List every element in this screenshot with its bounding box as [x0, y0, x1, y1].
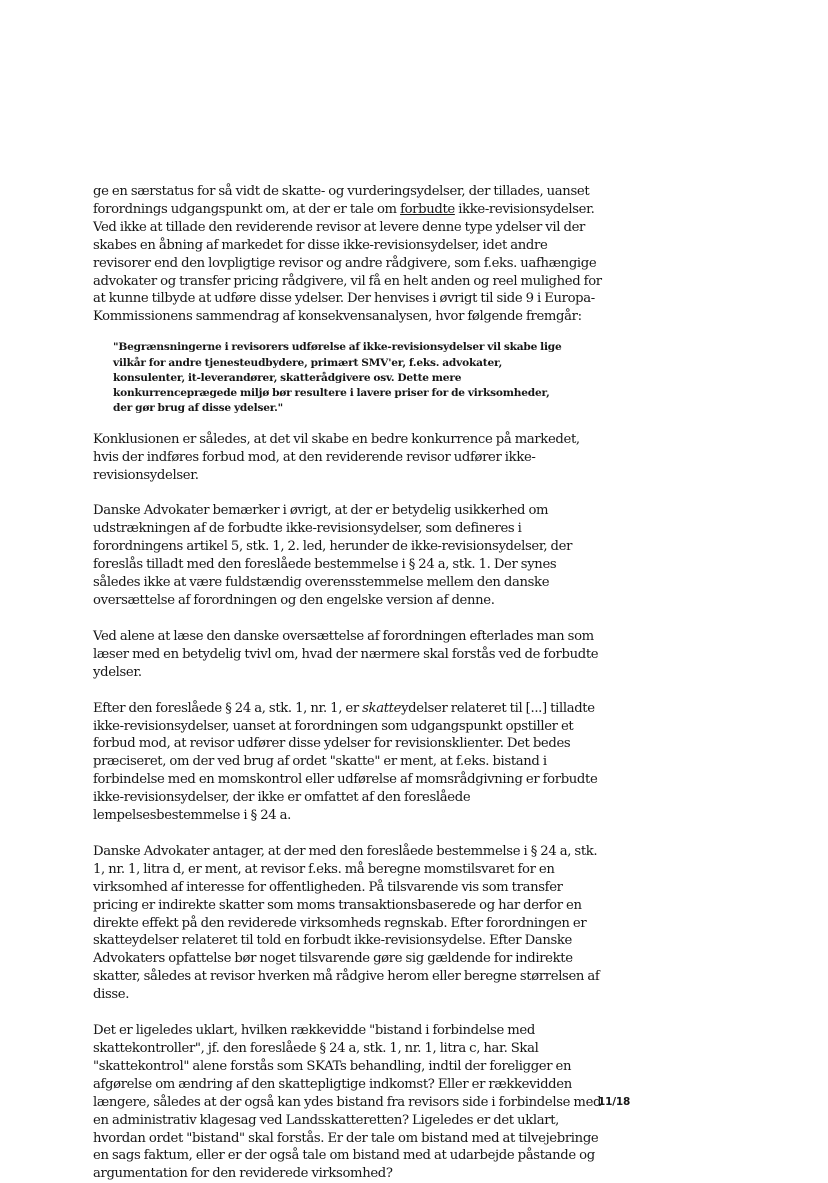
paragraph-1-text-b: ikke-revisionsydelser. Ved ikke at tillade den reviderende revisor at levere denne type ydelser vil der skabes en åbning af markedet for disse ikke-revisionsydelser, idet andre revisorer end den lovpligtige revisor og andre rådgivere, som f.eks. uafhængige advokater og transfer pricing rådgivere, vil få en helt anden og reel mulighed for at kunne tilbyde at udføre disse ydelser. Der henvises i øvrigt til side 9 i Europa-Kommissionens sammendrag af konsekvensanalysen, hvor følgende fremgår: — [93, 201, 602, 325]
paragraph-5-text-b: ydelser relateret til [...] tilladte ikke-revisionsydelser, uanset at forordningen som udgangspunkt opstiller et forbud mod, at revisor udfører disse ydelser for revisionsklienter. Det bedes præciseret, om der ved brug af ordet "skatte" er ment, at f.eks. bistand i forbindelse med en momskontrol eller udførelse af momsrådgivning er forbudte ikke-revisionsydelser, der ikke er omfattet af den foreslåede lempelsesbestemmelse i § 24 a. — [93, 700, 598, 824]
paragraph-6: Danske Advokater antager, at der med den foreslåede bestemmelse i § 24 a, stk. 1, nr. 1, litra d, er ment, at revisor f.eks. må beregne momstilsvaret for en virksomhed af interesse for offentligheden. På tilsvarende vis som transfer pricing er indirekte skatter som moms transaktionsbaserede og har derfor en direkte effekt på den reviderede virksomheds regnskab. Efter forordningen er skatteydelser relateret til told en forbudt ikke-revisionsydelse. Efter Danske Advokaters opfattelse bør noget tilsvarende gøre sig gældende for indirekte skatter, således at revisor hverken må rådgive herom eller beregne størrelsen af disse. — [93, 843, 600, 1003]
paragraph-1-text-a: ge en særstatus for så vidt de skatte- og vurderingsydelser, der tillades, uanset forordnings udgangspunkt om, at der er tale om — [93, 184, 590, 217]
paragraph-4: Ved alene at læse den danske oversættelse af forordningen efterlades man som læser med en betydelig tvivl om, hvad der nærmere skal forstås ved de forbudte ydelser. — [93, 628, 599, 680]
document-body — [93, 183, 605, 1183]
paragraph-5 — [93, 700, 605, 825]
paragraph-3: Danske Advokater bemærker i øvrigt, at der er betydelig usikkerhed om udstrækningen af de forbudte ikke-revisionsydelser, som defineres i forordningens artikel 5, stk. 1, 2. led, herunder de ikke-revisionsydelser, der foreslås tilladt med den foreslåede bestemmelse i § 24 a, stk. 1. Der synes således ikke at være fuldstændig overensstemmelse mellem den danske oversættelse af forordningen og den engelske version af denne. — [93, 503, 573, 608]
paragraph-7: Det er ligeledes uklart, hvilken rækkevidde "bistand i forbindelse med skattekontroller", jf. den foreslåede § 24 a, stk. 1, nr. 1, litra c, har. Skal "skattekontrol" alene forstås som SKATs behandling, indtil der foreligger en afgørelse om ændring af den skattepligtige indkomst? Eller er rækkevidden længere, således at der også kan ydes bistand fra revisors side i forbindelse med en administrativ klagesag ved Landsskatteretten? Ligeledes er det uklart, hvordan ordet "bistand" skal forstås. Er der tale om bistand med at tilvejebringe en sags faktum, eller er der også tale om bistand med at udarbejde påstande og argumentation for den reviderede virksomhed? — [93, 1023, 602, 1182]
underlined-word: forbudte — [400, 201, 455, 217]
paragraph-2: Konklusionen er således, at det vil skabe en bedre konkurrence på markedet, hvis der indføres forbud mod, at den reviderende revisor udfører ikke-revisionsydelser. — [93, 431, 580, 483]
paragraph-5-text-a: Efter den foreslåede § 24 a, stk. 1, nr. 1, er — [93, 700, 363, 716]
italic-word: skatte — [362, 700, 402, 716]
page-number: 11/18 — [598, 1096, 631, 1108]
paragraph-1 — [93, 183, 605, 326]
quote-block: "Begrænsningerne i revisorers udførelse af ikke-revisionsydelser vil skabe lige vilkår for andre tjenesteudbydere, primært SMV'er, f.eks. advokater, konsulenter, it-leverandører, skatterådgivere osv. Dette mere konkurrenceprægede miljø bør resultere i lavere priser for de virksomheder, der gør brug af disse ydelser." — [113, 341, 562, 415]
